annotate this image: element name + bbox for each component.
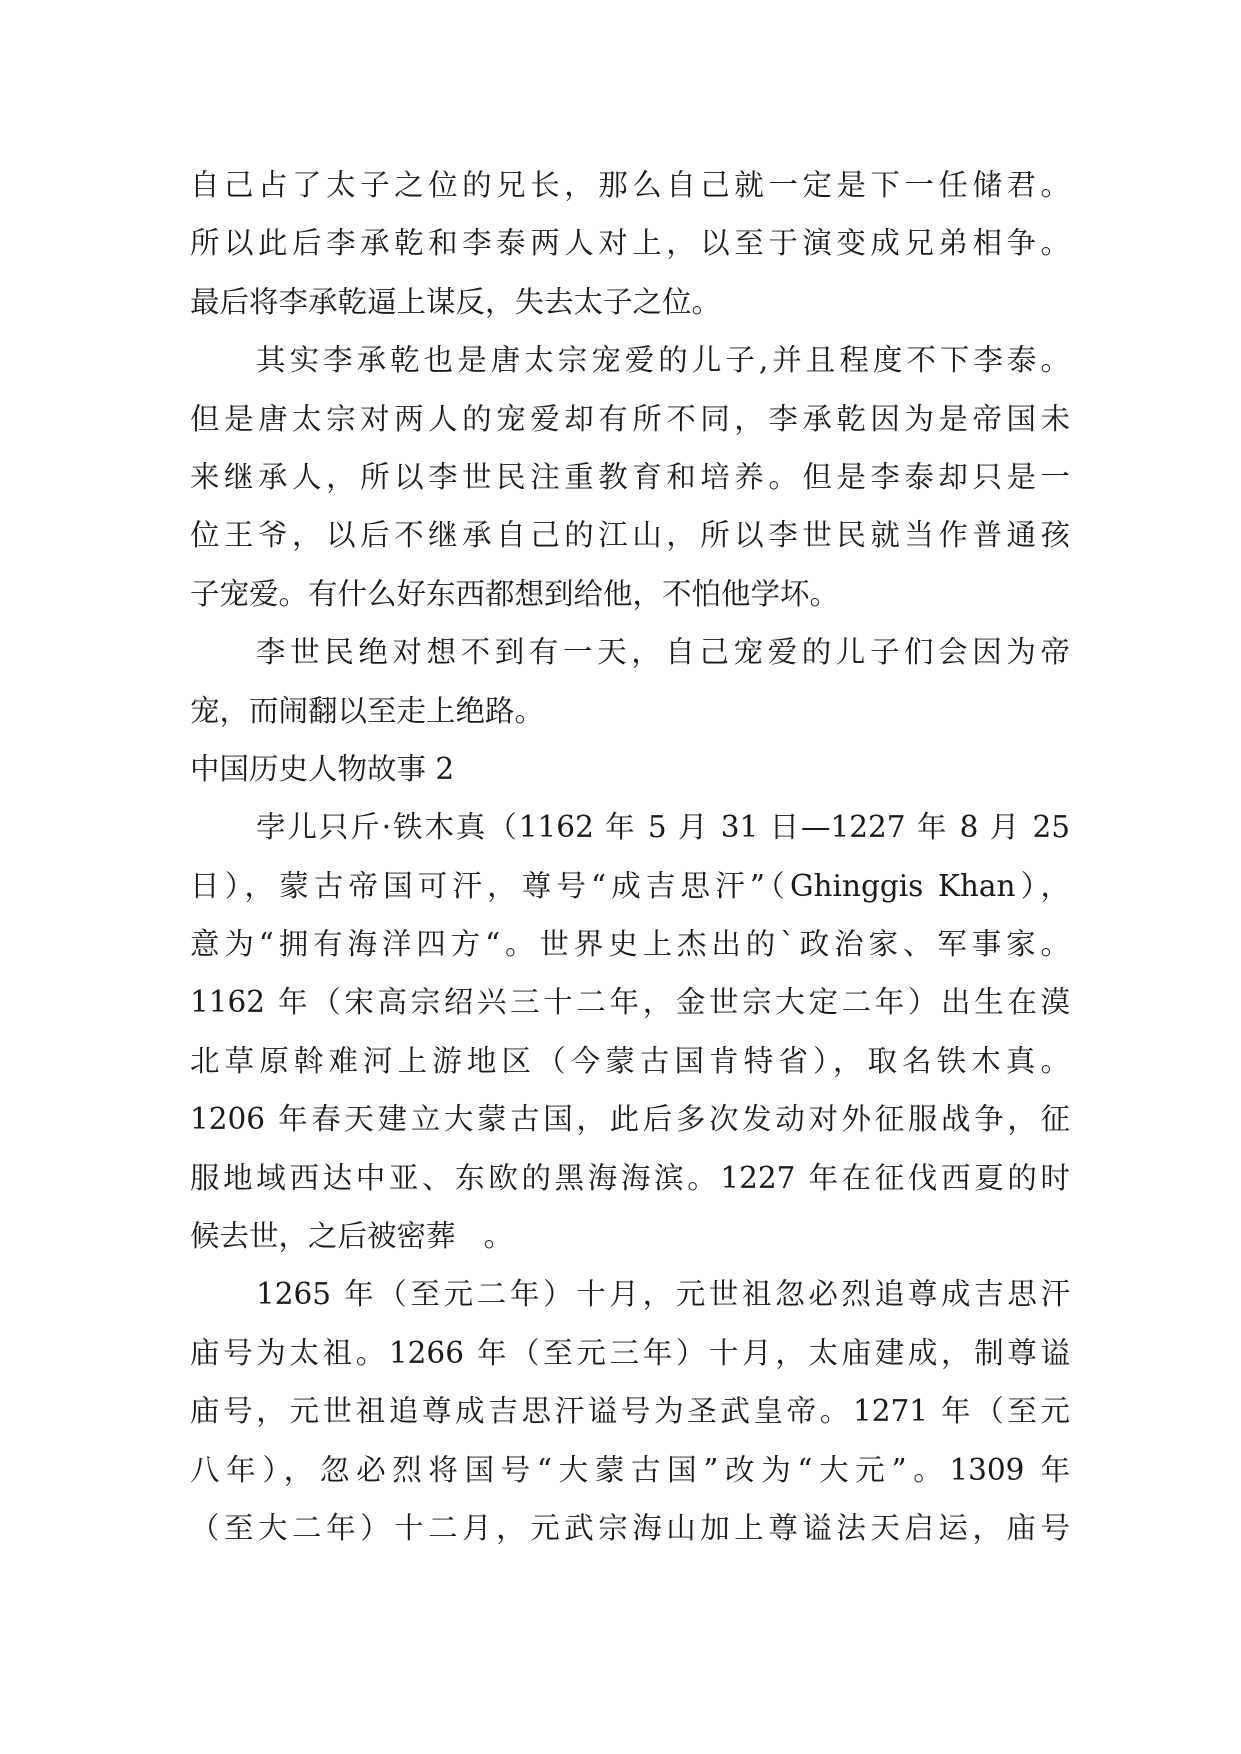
text-line: 位王爷，以后不继承自己的江山，所以李世民就当作普通孩 [190,518,1070,553]
text-line: （至大二年）十二月，元武宗海山加上尊谥法天启运，庙号 [190,1510,1070,1545]
text-line: 李世民绝对想不到有一天，自己宠爱的儿子们会因为帝 [256,635,1070,670]
text-line: 1265 年（至元二年）十月，元世祖忽必烈追尊成吉思汗 [256,1277,1070,1312]
text-line: 1206 年春天建立大蒙古国，此后多次发动对外征服战争，征 [190,1102,1070,1137]
text-line: 其实李承乾也是唐太宗宠爱的儿子,并且程度不下李泰。 [256,343,1070,378]
text-line: 服地域西达中亚、东欧的黑海海滨。1227 年在征伐西夏的时 [190,1160,1070,1195]
text-line: 自己占了太子之位的兄长，那么自己就一定是下一任储君。 [190,168,1070,202]
text-line: 所以此后李承乾和李泰两人对上，以至于演变成兄弟相争。 [190,226,1070,261]
text-line: 孛儿只斤·铁木真（1162 年 5 月 31 日—1227 年 8 月 25 [256,810,1070,845]
text-line: 日），蒙古帝国可汗，尊号“成吉思汗”（Ghinggis Khan）， [190,868,1070,903]
text-line: 1162 年（宋高宗绍兴三十二年，金世宗大定二年）出生在漠 [190,985,1070,1020]
section-heading: 中国历史人物故事 2 [190,751,455,786]
text-line: 宠，而闹翻以至走上绝路。 [190,693,545,728]
text-line: 北草原斡难河上游地区（今蒙古国肯特省），取名铁木真。 [190,1043,1070,1078]
text-line: 但是唐太宗对两人的宠爱却有所不同，李承乾因为是帝国未 [190,401,1070,436]
text-line: 来继承人，所以李世民注重教育和培养。但是李泰却只是一 [190,459,1070,494]
text-line: 庙号为太祖。1266 年（至元三年）十月，太庙建成，制尊谥 [190,1335,1070,1370]
text-line: 八年），忽必烈将国号“大蒙古国”改为“大元”。1309 年 [190,1452,1070,1487]
text-line: 庙号，元世祖追尊成吉思汗谥号为圣武皇帝。1271 年（至元 [190,1394,1070,1429]
text-line: 意为“拥有海洋四方“。世界史上杰出的`政治家、军事家。 [190,927,1070,962]
document-body [190,156,1070,1557]
text-line: 候去世，之后被密葬 。 [190,1219,514,1254]
text-line: 最后将李承乾逼上谋反，失去太子之位。 [190,284,722,319]
text-line: 子宠爱。有什么好东西都想到给他，不怕他学坏。 [190,576,840,611]
